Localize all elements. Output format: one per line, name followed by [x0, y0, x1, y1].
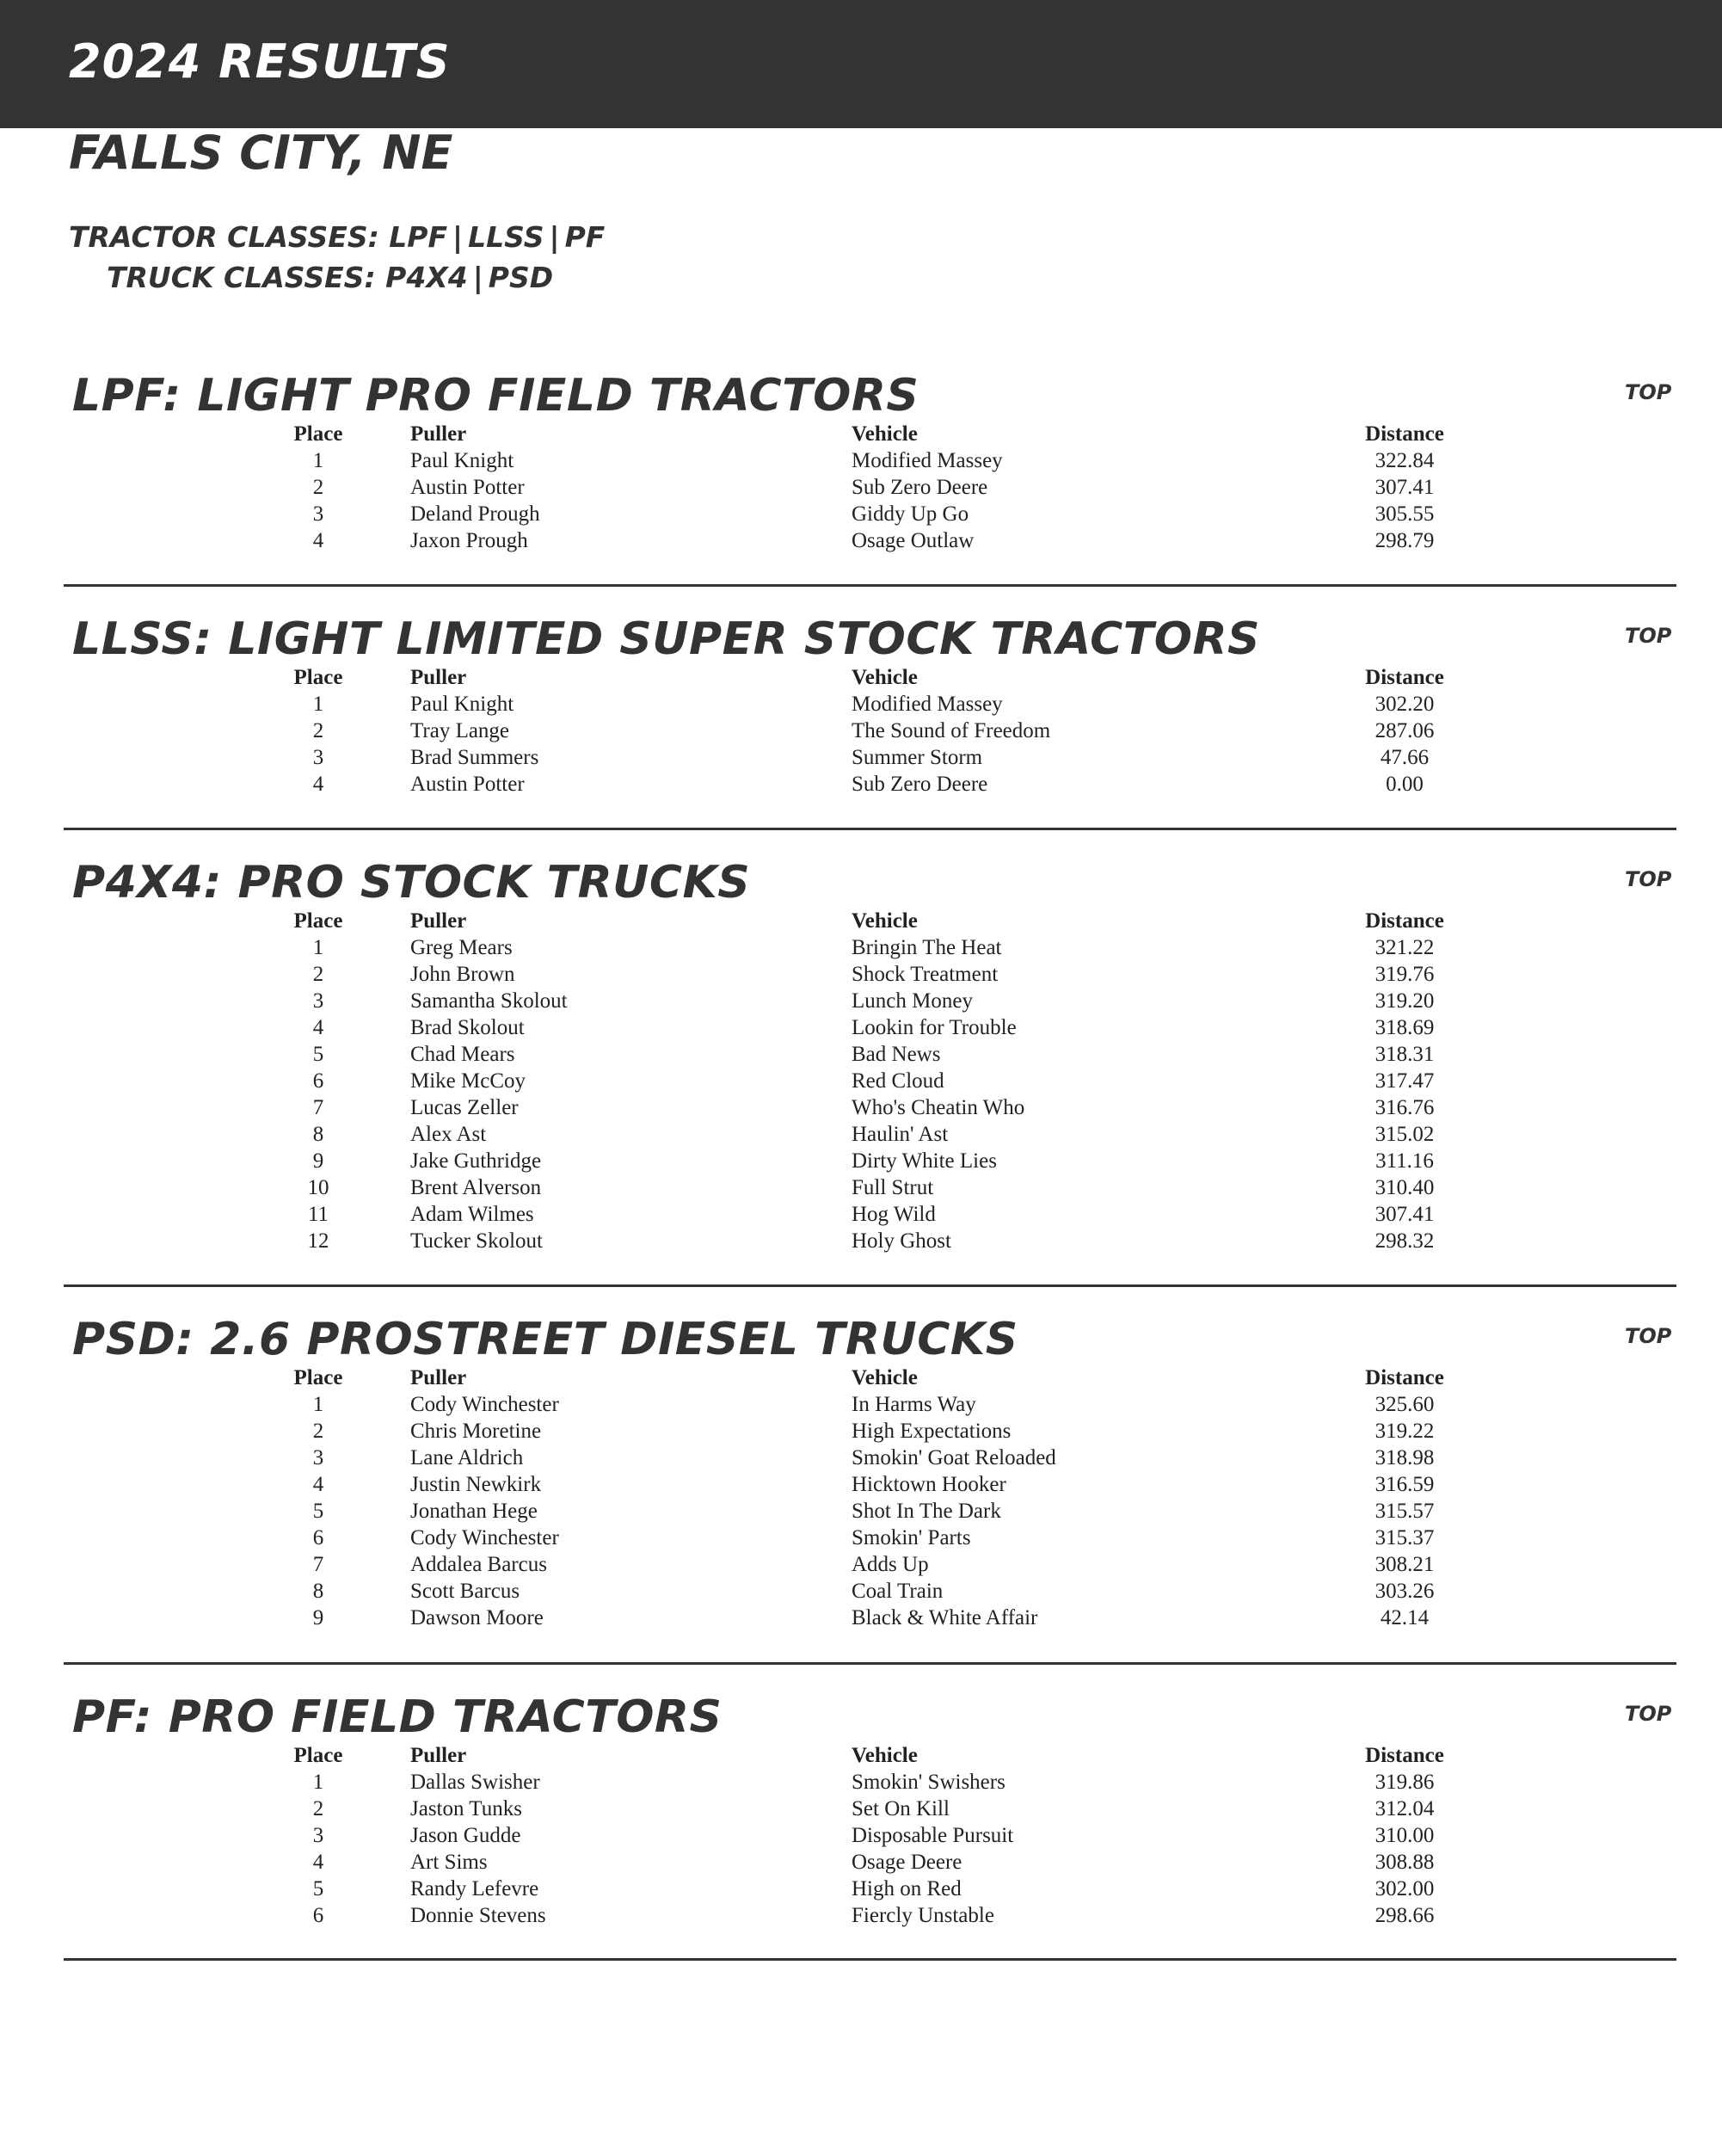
place-cell: 6	[312, 1904, 324, 1927]
place-cell: 2	[312, 1797, 324, 1820]
top-link[interactable]: TOP	[1625, 1324, 1672, 1348]
place-cell: 4	[312, 1473, 324, 1496]
place-cell: 5	[312, 1043, 324, 1066]
puller-cell: Lucas Zeller	[410, 1096, 519, 1119]
distance-cell: 317.47	[1375, 1069, 1435, 1093]
top-link[interactable]: TOP	[1625, 624, 1672, 648]
vehicle-cell: Holy Ghost	[852, 1229, 951, 1253]
vehicle-cell: High on Red	[852, 1877, 962, 1900]
place-cell: 2	[312, 963, 324, 986]
vehicle-cell: Lunch Money	[852, 989, 973, 1013]
vehicle-cell: Bringin The Heat	[852, 936, 1002, 959]
place-cell: 8	[312, 1580, 324, 1603]
distance-cell: 298.79	[1375, 529, 1435, 552]
place-cell: 4	[312, 773, 324, 796]
distance-cell: 316.59	[1375, 1473, 1435, 1496]
puller-cell: Brad Skolout	[410, 1016, 525, 1039]
puller-cell: Dallas Swisher	[410, 1771, 540, 1794]
place-cell: 9	[312, 1149, 324, 1173]
distance-cell: 47.66	[1380, 746, 1430, 769]
puller-cell: Justin Newkirk	[410, 1473, 542, 1496]
place-cell: 7	[312, 1553, 324, 1576]
place-cell: 1	[312, 449, 324, 472]
column-header-distance: Distance	[1365, 1744, 1444, 1767]
puller-cell: Chad Mears	[410, 1043, 515, 1066]
vehicle-cell: Full Strut	[852, 1176, 934, 1199]
column-header-place: Place	[293, 1744, 343, 1767]
section-title: LPF: LIGHT PRO FIELD TRACTORS	[72, 370, 919, 422]
distance-cell: 315.02	[1375, 1123, 1435, 1146]
place-cell: 1	[312, 1393, 324, 1416]
place-cell: 9	[312, 1606, 324, 1629]
puller-cell: Donnie Stevens	[410, 1904, 546, 1927]
top-link[interactable]: TOP	[1625, 380, 1672, 404]
puller-cell: Dawson Moore	[410, 1606, 544, 1629]
distance-cell: 312.04	[1375, 1797, 1435, 1820]
truck-classes-label: TRUCK CLASSES:	[107, 261, 376, 294]
vehicle-cell: Black & White Affair	[852, 1606, 1038, 1629]
distance-cell: 303.26	[1375, 1580, 1435, 1603]
distance-cell: 307.41	[1375, 476, 1435, 499]
puller-cell: Alex Ast	[410, 1123, 487, 1146]
vehicle-cell: Osage Deere	[852, 1851, 962, 1874]
column-header-puller: Puller	[410, 422, 467, 446]
distance-cell: 0.00	[1386, 773, 1424, 796]
column-header-distance: Distance	[1365, 909, 1444, 933]
vehicle-cell: Shock Treatment	[852, 963, 999, 986]
puller-cell: Jaston Tunks	[410, 1797, 522, 1820]
place-cell: 11	[307, 1203, 329, 1226]
divider: |	[452, 220, 464, 254]
puller-cell: Addalea Barcus	[410, 1553, 547, 1576]
place-cell: 5	[312, 1877, 324, 1900]
puller-cell: Tray Lange	[410, 719, 510, 742]
puller-cell: Paul Knight	[410, 449, 514, 472]
vehicle-cell: Fiercly Unstable	[852, 1904, 994, 1927]
class-link-lpf[interactable]: LPF	[389, 220, 448, 254]
vehicle-cell: Who's Cheatin Who	[852, 1096, 1025, 1119]
distance-cell: 308.21	[1375, 1553, 1435, 1576]
distance-cell: 298.32	[1375, 1229, 1435, 1253]
puller-cell: Mike McCoy	[410, 1069, 526, 1093]
top-link[interactable]: TOP	[1625, 867, 1672, 891]
distance-cell: 318.69	[1375, 1016, 1435, 1039]
distance-cell: 302.00	[1375, 1877, 1435, 1900]
vehicle-cell: Bad News	[852, 1043, 941, 1066]
column-header-place: Place	[293, 422, 343, 446]
puller-cell: Randy Lefevre	[410, 1877, 539, 1900]
column-header-puller: Puller	[410, 909, 467, 933]
place-cell: 6	[312, 1526, 324, 1549]
place-cell: 1	[312, 1771, 324, 1794]
vehicle-cell: Smokin' Parts	[852, 1526, 971, 1549]
column-header-vehicle: Vehicle	[852, 422, 918, 446]
place-cell: 6	[312, 1069, 324, 1093]
puller-cell: John Brown	[410, 963, 515, 986]
place-cell: 4	[312, 529, 324, 552]
distance-cell: 319.20	[1375, 989, 1435, 1013]
puller-cell: Paul Knight	[410, 693, 514, 716]
puller-cell: Tucker Skolout	[410, 1229, 543, 1253]
column-header-puller: Puller	[410, 1366, 467, 1389]
vehicle-cell: Shot In The Dark	[852, 1500, 1001, 1523]
distance-cell: 302.20	[1375, 693, 1435, 716]
vehicle-cell: Sub Zero Deere	[852, 773, 988, 796]
place-cell: 12	[307, 1229, 329, 1253]
place-cell: 4	[312, 1851, 324, 1874]
tractor-classes-line	[69, 220, 605, 254]
vehicle-cell: Modified Massey	[852, 449, 1003, 472]
column-header-place: Place	[293, 909, 343, 933]
distance-cell: 307.41	[1375, 1203, 1435, 1226]
puller-cell: Deland Prough	[410, 502, 540, 526]
vehicle-cell: Smokin' Swishers	[852, 1771, 1006, 1794]
class-link-pf[interactable]: PF	[564, 220, 606, 254]
puller-cell: Brad Summers	[410, 746, 539, 769]
distance-cell: 319.76	[1375, 963, 1435, 986]
puller-cell: Jaxon Prough	[410, 529, 528, 552]
column-header-puller: Puller	[410, 1744, 467, 1767]
place-cell: 3	[312, 502, 324, 526]
puller-cell: Lane Aldrich	[410, 1446, 524, 1469]
puller-cell: Austin Potter	[410, 773, 525, 796]
distance-cell: 318.98	[1375, 1446, 1435, 1469]
section-title: LLSS: LIGHT LIMITED SUPER STOCK TRACTORS	[72, 613, 1260, 665]
place-cell: 5	[312, 1500, 324, 1523]
section-title: PSD: 2.6 PROSTREET DIESEL TRUCKS	[72, 1314, 1018, 1365]
column-header-distance: Distance	[1365, 666, 1444, 689]
section-title: PF: PRO FIELD TRACTORS	[72, 1691, 723, 1743]
section-divider	[64, 828, 1676, 830]
column-header-vehicle: Vehicle	[852, 1744, 918, 1767]
vehicle-cell: Adds Up	[852, 1553, 929, 1576]
vehicle-cell: Set On Kill	[852, 1797, 950, 1820]
vehicle-cell: In Harms Way	[852, 1393, 976, 1416]
distance-cell: 42.14	[1380, 1606, 1430, 1629]
vehicle-cell: Modified Massey	[852, 693, 1003, 716]
column-header-distance: Distance	[1365, 1366, 1444, 1389]
vehicle-cell: Red Cloud	[852, 1069, 944, 1093]
vehicle-cell: High Expectations	[852, 1420, 1012, 1443]
vehicle-cell: Hicktown Hooker	[852, 1473, 1006, 1496]
vehicle-cell: Sub Zero Deere	[852, 476, 988, 499]
distance-cell: 322.84	[1375, 449, 1435, 472]
distance-cell: 310.00	[1375, 1824, 1435, 1847]
class-link-p4x4[interactable]: P4X4	[385, 261, 468, 294]
distance-cell: 316.76	[1375, 1096, 1435, 1119]
distance-cell: 310.40	[1375, 1176, 1435, 1199]
vehicle-cell: Coal Train	[852, 1580, 944, 1603]
section-divider	[64, 1662, 1676, 1665]
puller-cell: Jonathan Hege	[410, 1500, 538, 1523]
place-cell: 1	[312, 693, 324, 716]
distance-cell: 287.06	[1375, 719, 1435, 742]
puller-cell: Scott Barcus	[410, 1580, 520, 1603]
distance-cell: 319.22	[1375, 1420, 1435, 1443]
distance-cell: 325.60	[1375, 1393, 1435, 1416]
place-cell: 2	[312, 719, 324, 742]
top-link[interactable]: TOP	[1625, 1702, 1672, 1726]
puller-cell: Austin Potter	[410, 476, 525, 499]
place-cell: 1	[312, 936, 324, 959]
puller-cell: Greg Mears	[410, 936, 513, 959]
place-cell: 2	[312, 1420, 324, 1443]
puller-cell: Samantha Skolout	[410, 989, 568, 1013]
distance-cell: 319.86	[1375, 1771, 1435, 1794]
distance-cell: 305.55	[1375, 502, 1435, 526]
puller-cell: Brent Alverson	[410, 1176, 542, 1199]
truck-classes-line	[107, 261, 553, 294]
puller-cell: Chris Moretine	[410, 1420, 542, 1443]
vehicle-cell: Giddy Up Go	[852, 502, 969, 526]
place-cell: 3	[312, 746, 324, 769]
distance-cell: 321.22	[1375, 936, 1435, 959]
tractor-classes-label: TRACTOR CLASSES:	[69, 220, 379, 254]
puller-cell: Cody Winchester	[410, 1393, 559, 1416]
column-header-puller: Puller	[410, 666, 467, 689]
class-link-llss[interactable]: LLSS	[468, 220, 544, 254]
puller-cell: Jake Guthridge	[410, 1149, 542, 1173]
section-divider	[64, 1284, 1676, 1287]
class-link-psd[interactable]: PSD	[488, 261, 554, 294]
vehicle-cell: Dirty White Lies	[852, 1149, 997, 1173]
column-header-distance: Distance	[1365, 422, 1444, 446]
column-header-vehicle: Vehicle	[852, 666, 918, 689]
vehicle-cell: The Sound of Freedom	[852, 719, 1051, 742]
column-header-vehicle: Vehicle	[852, 909, 918, 933]
section-title: P4X4: PRO STOCK TRUCKS	[72, 857, 751, 909]
vehicle-cell: Smokin' Goat Reloaded	[852, 1446, 1056, 1469]
distance-cell: 298.66	[1375, 1904, 1435, 1927]
distance-cell: 315.57	[1375, 1500, 1435, 1523]
place-cell: 3	[312, 1824, 324, 1847]
puller-cell: Art Sims	[410, 1851, 488, 1874]
distance-cell: 308.88	[1375, 1851, 1435, 1874]
divider: |	[549, 220, 560, 254]
header-bar	[0, 0, 1722, 128]
vehicle-cell: Disposable Pursuit	[852, 1824, 1014, 1847]
distance-cell: 311.16	[1375, 1149, 1434, 1173]
section-divider	[64, 1958, 1676, 1961]
page-title: FALLS CITY, NE	[69, 126, 453, 180]
column-header-place: Place	[293, 666, 343, 689]
place-cell: 4	[312, 1016, 324, 1039]
vehicle-cell: Summer Storm	[852, 746, 983, 769]
vehicle-cell: Osage Outlaw	[852, 529, 975, 552]
divider: |	[472, 261, 483, 294]
place-cell: 8	[312, 1123, 324, 1146]
section-divider	[64, 584, 1676, 587]
vehicle-cell: Hog Wild	[852, 1203, 936, 1226]
place-cell: 3	[312, 1446, 324, 1469]
place-cell: 10	[307, 1176, 329, 1199]
puller-cell: Cody Winchester	[410, 1526, 559, 1549]
column-header-vehicle: Vehicle	[852, 1366, 918, 1389]
puller-cell: Jason Gudde	[410, 1824, 521, 1847]
header-title: 2024 RESULTS	[69, 34, 451, 89]
place-cell: 3	[312, 989, 324, 1013]
vehicle-cell: Lookin for Trouble	[852, 1016, 1017, 1039]
place-cell: 2	[312, 476, 324, 499]
place-cell: 7	[312, 1096, 324, 1119]
distance-cell: 315.37	[1375, 1526, 1435, 1549]
puller-cell: Adam Wilmes	[410, 1203, 534, 1226]
distance-cell: 318.31	[1375, 1043, 1435, 1066]
vehicle-cell: Haulin' Ast	[852, 1123, 949, 1146]
column-header-place: Place	[293, 1366, 343, 1389]
